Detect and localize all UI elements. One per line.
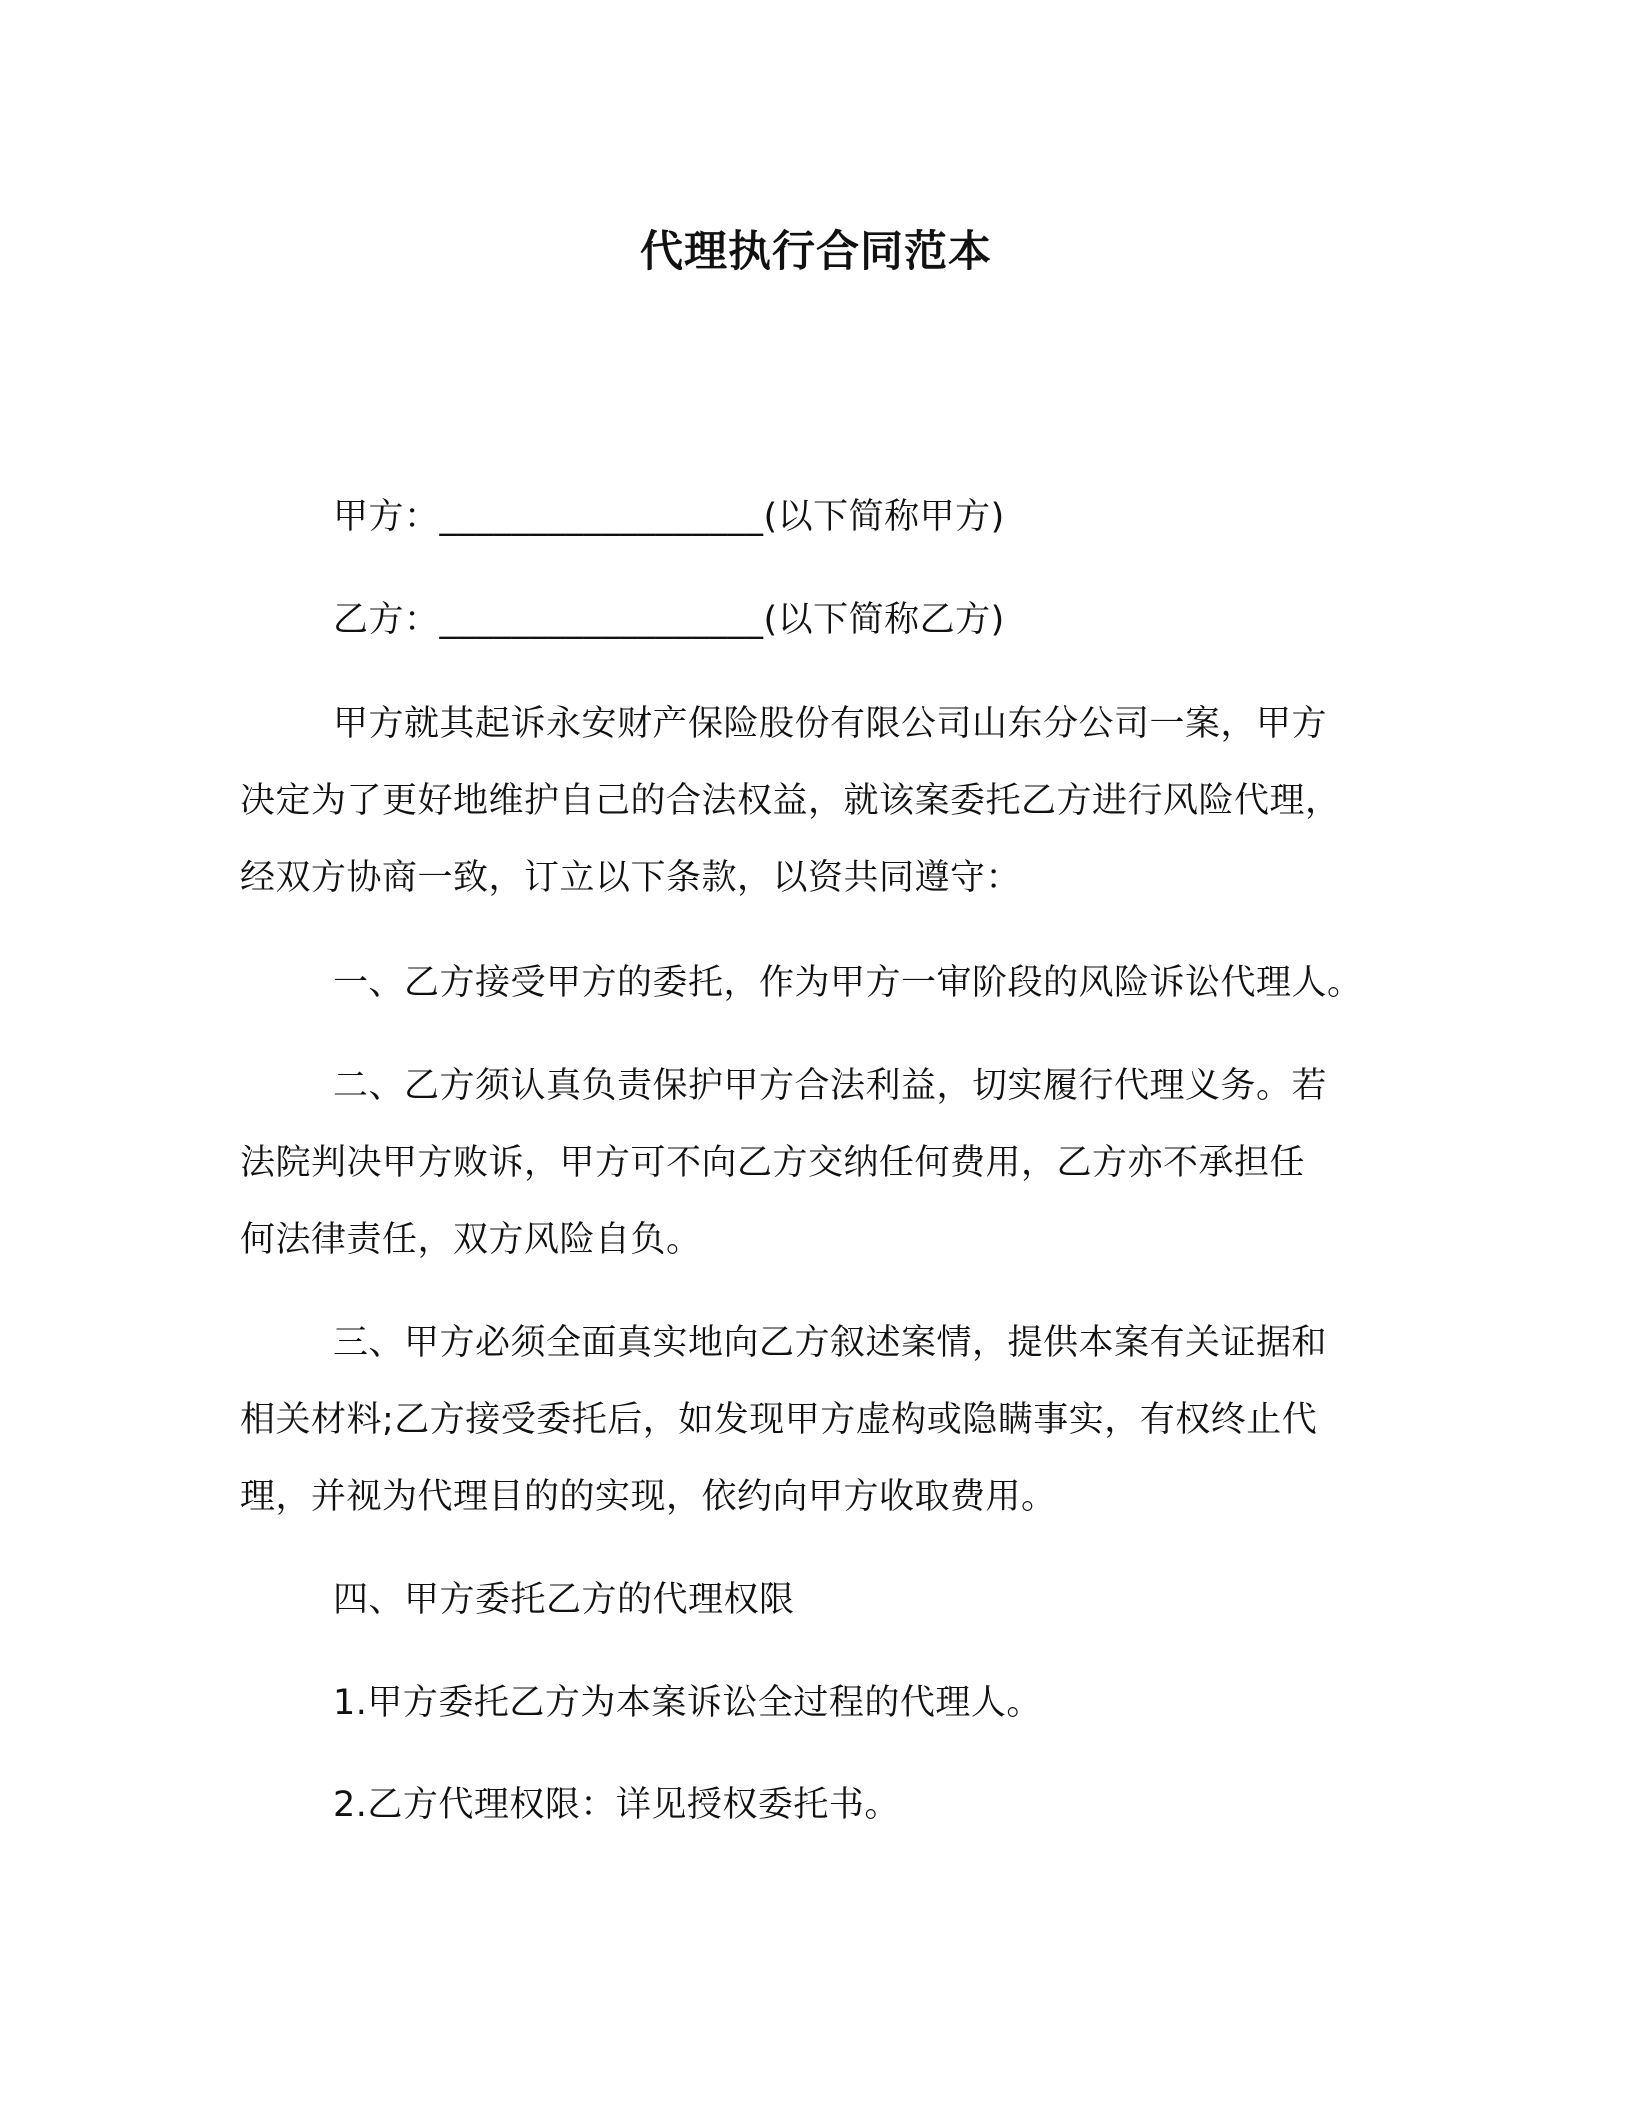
party-b-line [333, 595, 1005, 645]
clause-1-line-1: 一、乙方接受甲方的委托，作为甲方一审阶段的风险诉讼代理人。 [333, 963, 1363, 1003]
party-a-line [333, 492, 1005, 542]
preamble-line-1: 甲方就其起诉永安财产保险股份有限公司山东分公司一案，甲方 [333, 704, 1328, 744]
preamble-line-3: 经双方协商一致，订立以下条款，以资共同遵守： [240, 858, 1022, 898]
party-a-suffix: (以下简称甲方) [763, 497, 1005, 537]
clause-3-line-1: 三、甲方必须全面真实地向乙方叙述案情，提供本案有关证据和 [333, 1323, 1328, 1363]
clause-2-line-3: 何法律责任，双方风险自负。 [240, 1220, 702, 1260]
clause-2-line-2: 法院判决甲方败诉，甲方可不向乙方交纳任何费用，乙方亦不承担任 [240, 1143, 1306, 1183]
clause-3-line-2: 相关材料;乙方接受委托后，如发现甲方虚构或隐瞒事实，有权终止代 [240, 1400, 1318, 1440]
party-b-suffix: (以下简称乙方) [763, 600, 1005, 640]
clause-3-line-3: 理，并视为代理目的的实现，依约向甲方收取费用。 [240, 1477, 1057, 1517]
document-title: 代理执行合同范本 [640, 227, 992, 277]
preamble-line-2: 决定为了更好地维护自己的合法权益，就该案委托乙方进行风险代理， [240, 781, 1341, 821]
clause-4-item-1: 1.甲方委托乙方为本案诉讼全过程的代理人。 [333, 1683, 1042, 1723]
clause-4-heading: 四、甲方委托乙方的代理权限 [333, 1580, 795, 1620]
party-b-blank: __________________ [439, 600, 764, 640]
clause-4-item-2: 2.乙方代理权限：详见授权委托书。 [333, 1785, 900, 1825]
party-a-blank: __________________ [439, 497, 764, 537]
party-b-label: 乙方： [333, 600, 440, 640]
party-a-label: 甲方： [333, 497, 440, 537]
clause-2-line-1: 二、乙方须认真负责保护甲方合法利益，切实履行代理义务。若 [333, 1066, 1328, 1106]
